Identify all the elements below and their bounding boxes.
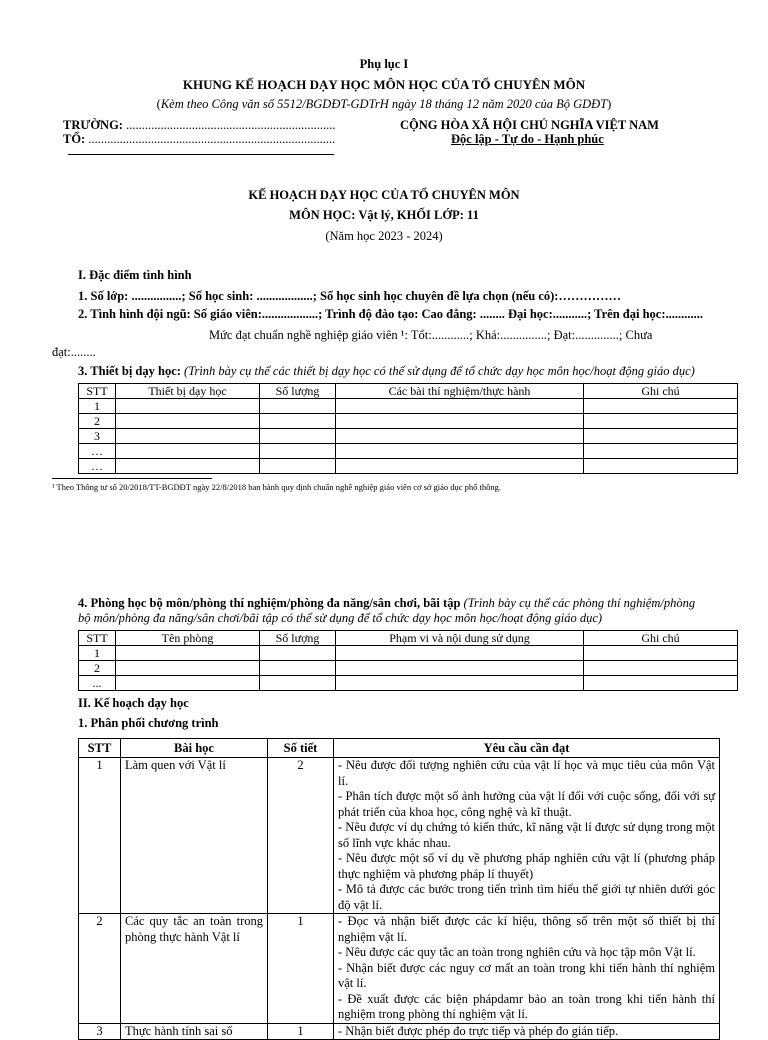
cell-lesson: Các quy tắc an toàn trong phòng thực hành Vật lí	[121, 914, 268, 1024]
cell-requirements	[334, 914, 720, 1024]
cell	[260, 429, 336, 444]
requirement-item: - Phân tích được một số ảnh hưởng của vật lí đối với cuộc sống, đối với sự phát triển của khoa học, công nghệ và kĩ thuật.	[338, 789, 715, 819]
dept-line	[63, 132, 335, 147]
cell-stt: …	[79, 444, 116, 459]
cell	[260, 399, 336, 414]
col-notes: Ghi chú	[584, 384, 738, 399]
cell-stt: ...	[79, 676, 116, 691]
cell	[116, 661, 260, 676]
section1-item2b: Mức đạt chuẩn nghề nghiệp giáo viên ¹: Tốt:............; Khá:...............; Đạt:..............; Chưa	[209, 328, 653, 342]
table-row	[79, 661, 738, 676]
cell	[584, 444, 738, 459]
cell	[336, 459, 584, 474]
cell	[116, 444, 260, 459]
col-quantity: Số lượng	[260, 384, 336, 399]
cell	[584, 459, 738, 474]
cell-stt: 3	[79, 1023, 121, 1040]
cell-periods: 1	[268, 914, 334, 1024]
cell-stt: 2	[79, 414, 116, 429]
subtitle-close: )	[607, 97, 612, 111]
cell	[116, 676, 260, 691]
cell-stt: 1	[79, 758, 121, 914]
col-periods: Số tiết	[268, 739, 334, 758]
table-header-row	[79, 631, 738, 646]
cell	[116, 646, 260, 661]
requirement-item: - Nêu được ví dụ chứng tỏ kiến thức, kĩ năng vật lí được sử dụng trong một số lĩnh vực khác nhau.	[338, 820, 715, 850]
col-room: Tên phòng	[116, 631, 260, 646]
cell	[260, 414, 336, 429]
plan-subject: MÔN HỌC: Vật lý, KHỐI LỚP: 11	[289, 208, 479, 222]
col-experiments: Các bài thí nghiệm/thực hành	[336, 384, 584, 399]
footnote-separator	[52, 478, 212, 479]
cell-stt: …	[79, 459, 116, 474]
table-row	[79, 444, 738, 459]
table-header-row	[79, 384, 738, 399]
cell-stt: 3	[79, 429, 116, 444]
section1-item4	[78, 596, 743, 626]
cell	[336, 444, 584, 459]
cell-stt: 2	[79, 661, 116, 676]
requirement-item: - Nêu được đối tượng nghiên cứu của vật lí học và mục tiêu của môn Vật lí.	[338, 758, 715, 788]
cell	[336, 661, 584, 676]
table-row	[79, 646, 738, 661]
requirement-item: - Nhận biết được các nguy cơ mất an toàn trong khi tiến hành thí nghiệm vật lí.	[338, 960, 715, 990]
table-row	[79, 429, 738, 444]
cell	[584, 676, 738, 691]
program-table	[78, 738, 720, 1040]
cell	[260, 444, 336, 459]
school-line	[63, 118, 335, 133]
cell	[584, 661, 738, 676]
document-subtitle	[0, 97, 768, 112]
cell	[584, 399, 738, 414]
section2-heading: II. Kế hoạch dạy học	[78, 696, 189, 710]
table-row	[79, 399, 738, 414]
item3-label: 3. Thiết bị dạy học:	[78, 364, 185, 378]
equipment-table	[78, 383, 738, 474]
cell-requirements	[334, 758, 720, 914]
room-table	[78, 630, 738, 691]
table-header-row	[79, 739, 720, 758]
motto-text: Độc lập - Tự do - Hạnh phúc	[451, 132, 604, 146]
requirement-item: - Nhận biết được phép đo trực tiếp và phép đo gián tiếp.	[338, 1023, 619, 1038]
col-lesson: Bài học	[121, 739, 268, 758]
col-quantity: Số lượng	[260, 631, 336, 646]
country-name: CỘNG HÒA XÃ HỘI CHỦ NGHĨA VIỆT NAM	[400, 118, 659, 132]
table-row	[79, 676, 738, 691]
requirement-item: - Nêu được một số ví dụ về phương pháp nghiên cứu vật lí (phương pháp thực nghiệm và phương pháp lí thuyết)	[338, 851, 715, 881]
col-equipment: Thiết bị dạy học	[116, 384, 260, 399]
table-row	[79, 914, 720, 1024]
cell	[260, 661, 336, 676]
section1-item1: 1. Số lớp: ................; Số học sinh: ..................; Số học sinh học chuyên đề lựa chọn (nếu có):……………	[78, 289, 621, 303]
cell-lesson: Làm quen với Vật lí	[121, 758, 268, 914]
cell	[260, 646, 336, 661]
section1-item3	[78, 364, 738, 379]
motto	[451, 132, 651, 147]
cell-requirements	[334, 1023, 720, 1040]
col-stt: STT	[79, 631, 116, 646]
footnote: ¹ Theo Thông tư số 20/2018/TT-BGDĐT ngày 22/8/2018 ban hành quy định chuẩn nghề nghiệp giáo viên cơ sở giáo dục phổ thông.	[52, 482, 502, 492]
table-row	[79, 459, 738, 474]
plan-title: KẾ HOẠCH DẠY HỌC CỦA TỔ CHUYÊN MÔN	[248, 188, 520, 202]
cell-stt: 1	[79, 399, 116, 414]
cell	[116, 429, 260, 444]
cell-stt: 1	[79, 646, 116, 661]
appendix-label: Phụ lục I	[359, 57, 409, 71]
section1-item2: 2. Tình hình đội ngũ: Số giáo viên:..................; Trình độ đào tạo: Cao đẳng: ........ Đại học:...........; Trên đại học:............	[78, 307, 703, 321]
cell-stt: 2	[79, 914, 121, 1024]
cell	[336, 646, 584, 661]
cell	[584, 414, 738, 429]
cell	[116, 414, 260, 429]
cell	[336, 399, 584, 414]
subtitle-open: (	[156, 97, 161, 111]
dept-dots: ...............................................................................	[85, 132, 336, 146]
cell	[336, 429, 584, 444]
school-label: TRƯỜNG:	[63, 118, 123, 132]
left-underline	[68, 154, 334, 155]
section1-heading: I. Đặc điểm tình hình	[78, 268, 192, 282]
document-title: KHUNG KẾ HOẠCH DẠY HỌC MÔN HỌC CỦA TỔ CHUYÊN MÔN	[182, 77, 586, 92]
item4-note-line1: (Trình bày cụ thể các phòng thí nghiệm/phòng	[463, 596, 696, 610]
cell	[260, 459, 336, 474]
section2-sub1: 1. Phân phối chương trình	[78, 716, 219, 730]
subtitle-text: Kèm theo Công văn số 5512/BGDĐT-GDTrH ngày 18 tháng 12 năm 2020 của Bộ GDĐT	[160, 97, 608, 111]
cell-periods: 2	[268, 758, 334, 914]
cell	[584, 429, 738, 444]
col-notes: Ghi chú	[584, 631, 738, 646]
item4-label: 4. Phòng học bộ môn/phòng thí nghiệm/phòng đa năng/sân chơi, bãi tập	[78, 596, 464, 610]
cell	[116, 399, 260, 414]
dept-label: TỔ:	[63, 132, 86, 146]
requirement-item: - Đọc và nhận biết được các kí hiệu, thông số trên một số thiết bị thí nghiệm vật lí.	[338, 914, 715, 944]
cell	[336, 414, 584, 429]
item3-note: (Trình bày cụ thể các thiết bị dạy học có thể sử dụng để tổ chức dạy học môn học/hoạt động giáo dục)	[184, 364, 695, 378]
table-row	[79, 414, 738, 429]
item4-note-line2: bộ môn/phòng đa năng/sân chơi/bãi tập có thể sử dụng để tổ chức dạy học môn học/hoạt động giáo dục)	[78, 611, 603, 625]
cell	[260, 676, 336, 691]
col-requirements: Yêu cầu cần đạt	[334, 739, 720, 758]
section1-item2c: đạt:........	[52, 345, 96, 359]
requirement-item: - Nêu được các quy tắc an toàn trong nghiên cứu và học tập môn Vật lí.	[338, 945, 696, 959]
cell	[584, 646, 738, 661]
col-stt: STT	[79, 739, 121, 758]
cell-lesson: Thực hành tính sai số	[121, 1023, 268, 1040]
cell	[336, 676, 584, 691]
requirement-item: - Đề xuất được các biện phápdamr bảo an toàn trong khi tiến hành thí nghiệm trong phòng thí nghiệm vật lí.	[338, 991, 715, 1021]
plan-year: (Năm học 2023 - 2024)	[325, 229, 443, 243]
cell-periods: 1	[268, 1023, 334, 1040]
table-row	[79, 758, 720, 914]
requirement-item: - Mô tả được các bước trong tiến trình tìm hiểu thế giới tự nhiên dưới góc độ vật lí.	[338, 882, 715, 912]
cell	[116, 459, 260, 474]
col-scope: Phạm vi và nội dung sử dụng	[336, 631, 584, 646]
col-stt: STT	[79, 384, 116, 399]
table-row	[79, 1023, 720, 1040]
school-dots: ...................................................................	[122, 118, 336, 132]
